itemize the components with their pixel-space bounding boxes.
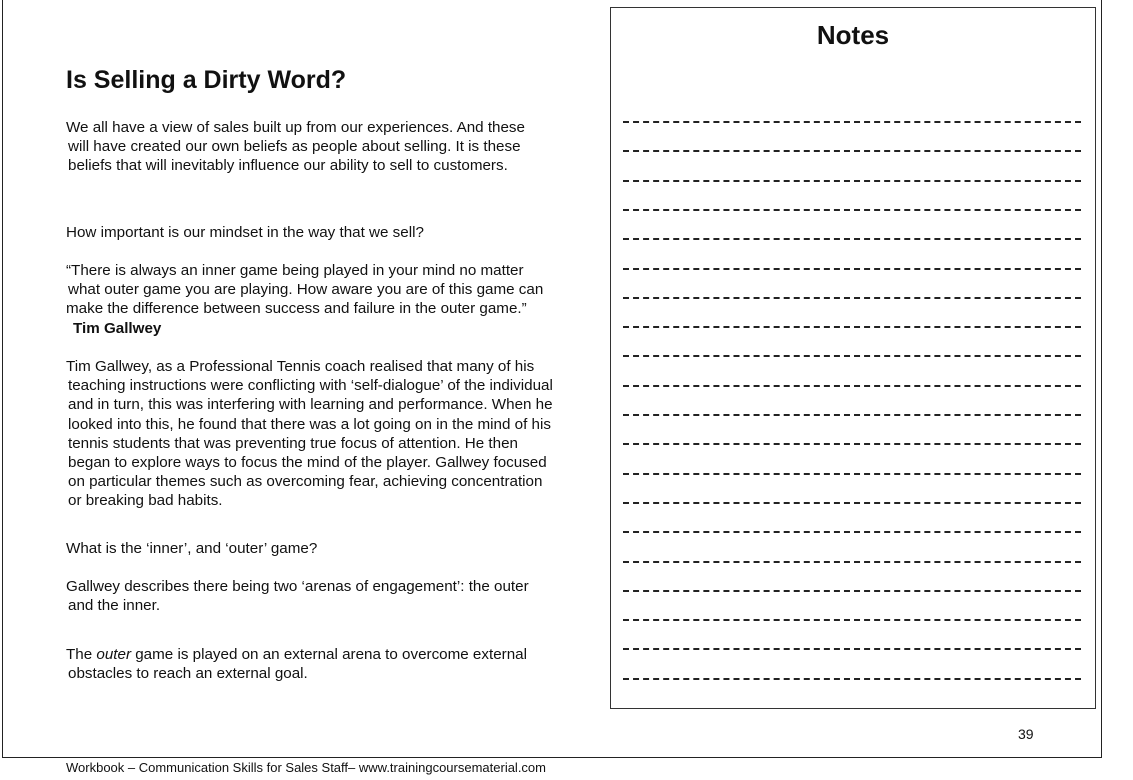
note-line (623, 385, 1081, 387)
arenas-paragraph (66, 577, 529, 615)
note-line (623, 238, 1081, 240)
note-line (623, 473, 1081, 475)
note-line (623, 268, 1081, 270)
quote-line: make the difference between success and failure in the outer game.” (66, 300, 527, 318)
intro-paragraph (66, 118, 525, 176)
note-line (623, 678, 1081, 680)
quote-line: “There is always an inner game being played in your mind no matter (66, 262, 524, 279)
note-line (623, 180, 1081, 182)
gallwey-quote (66, 261, 543, 338)
note-line (623, 121, 1081, 123)
quote-line: what outer game you are playing. How aware you are of this game can (68, 281, 544, 299)
gallwey-line: teaching instructions were conflicting with ‘self-dialogue’ of the individual (68, 377, 553, 395)
gallwey-line: on particular themes such as overcoming fear, achieving concentration (68, 473, 543, 491)
outer-emphasis: outer (96, 646, 132, 663)
page-title: Is Selling a Dirty Word? (66, 66, 347, 94)
note-line (623, 355, 1081, 357)
note-line (623, 561, 1081, 563)
note-line (623, 619, 1081, 621)
notes-title: Notes (816, 20, 890, 50)
outer-game-paragraph (66, 645, 527, 683)
page-number: 39 (1018, 726, 1034, 742)
outer-rest: game is played on an external arena to overcome external (131, 646, 527, 663)
note-line (623, 502, 1081, 504)
notes-panel (610, 7, 1096, 709)
arenas-line: Gallwey describes there being two ‘arenas of engagement’: the outer (66, 578, 529, 595)
note-line (623, 531, 1081, 533)
footer-text: Workbook – Communication Skills for Sales Staff– www.trainingcoursematerial.com (66, 760, 546, 775)
intro-line: We all have a view of sales built up from our experiences. And these (66, 119, 525, 136)
note-line (623, 443, 1081, 445)
gallwey-paragraph (66, 357, 553, 511)
note-line (623, 209, 1081, 211)
note-line (623, 297, 1081, 299)
outer-line: obstacles to reach an external goal. (68, 665, 308, 683)
gallwey-line: began to explore ways to focus the mind of the player. Gallwey focused (68, 454, 547, 472)
intro-line: will have created our own beliefs as people about selling. It is these (68, 138, 521, 156)
intro-line: beliefs that will inevitably influence our ability to sell to customers. (68, 157, 508, 175)
gallwey-line: tennis students that was preventing true focus of attention. He then (68, 434, 518, 452)
note-line (623, 414, 1081, 416)
note-line (623, 150, 1081, 152)
outer-prefix: The (66, 646, 97, 663)
gallwey-line: Tim Gallwey, as a Professional Tennis coach realised that many of his (66, 358, 535, 375)
quote-author: Tim Gallwey (73, 319, 162, 337)
arenas-line: and the inner. (68, 597, 161, 615)
note-line (623, 590, 1081, 592)
note-line (623, 648, 1081, 650)
game-question: What is the ‘inner’, and ‘outer’ game? (66, 540, 318, 557)
mindset-question: How important is our mindset in the way that we sell? (66, 224, 424, 241)
note-line (623, 326, 1081, 328)
gallwey-line: and in turn, this was interfering with learning and performance. When he (68, 396, 553, 414)
gallwey-line: or breaking bad habits. (68, 492, 223, 510)
gallwey-line: looked into this, he found that there was a lot going on in the mind of his (68, 415, 551, 433)
